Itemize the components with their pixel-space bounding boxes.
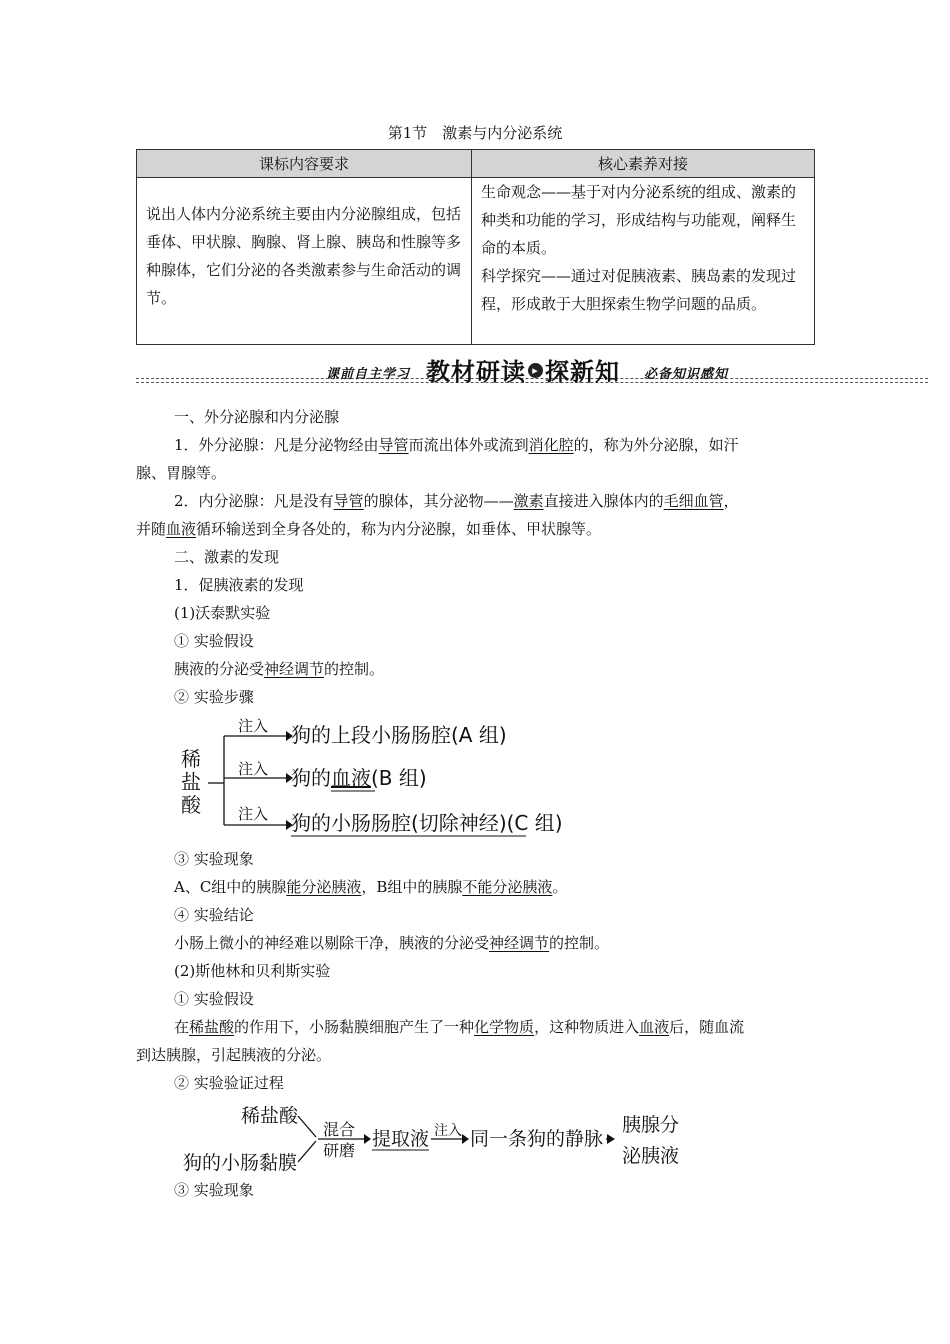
diagram-source-char: 稀 — [181, 747, 201, 771]
label-hypothesis: ① 实验假设 — [174, 632, 254, 650]
banner-left-label: 课前自主学习 — [326, 367, 411, 382]
target-vein-label: 同一条狗的静脉 — [470, 1128, 604, 1150]
label-phenomenon-2: ③ 实验现象 — [174, 1181, 254, 1199]
label-hypothesis-2: ① 实验假设 — [174, 990, 254, 1008]
section-heading-glands: 一、外分泌腺和内分泌腺 — [174, 408, 340, 426]
result-line2: 泌胰液 — [622, 1145, 680, 1167]
label-verification: ② 实验验证过程 — [174, 1074, 284, 1092]
literacy-science-inquiry: 科学探究——通过对促胰液素、胰岛素的发现过程，形成敢于大胆探索生物学问题的品质。 — [481, 267, 797, 313]
mix-label: 混合 — [323, 1120, 356, 1139]
diagram-source-char: 酸 — [181, 793, 201, 817]
inject-label: 注入 — [238, 717, 269, 735]
arrow-head-icon — [607, 1134, 615, 1144]
diagram-connector — [298, 1141, 316, 1162]
text-phenomenon: A、C组中的胰腺能分泌胰液，B组中的胰腺不能分泌胰液。 — [174, 878, 568, 896]
section-heading-discovery: 二、激素的发现 — [174, 548, 280, 566]
diagram-source-char: 盐 — [181, 770, 201, 794]
table-cell-curriculum: 说出人体内分泌系统主要由内分泌腺组成，包括垂体、甲状腺、胸腺、肾上腺、胰岛和性腺等多种腺体，它们分泌的各类激素参与生命活动的调节。 — [137, 178, 472, 344]
paragraph-exocrine-cont: 腺、胃腺等。 — [136, 464, 227, 482]
label-phenomenon: ③ 实验现象 — [174, 850, 254, 868]
table-header-core-literacy: 核心素养对接 — [472, 150, 814, 178]
text-conclusion: 小肠上微小的神经难以剔除干净，胰液的分泌受神经调节的控制。 — [174, 934, 610, 952]
paragraph-endocrine-cont: 并随血液循环输送到全身各处的，称为内分泌腺，如垂体、甲状腺等。 — [136, 520, 602, 538]
paragraph-exocrine: 1．外分泌腺：凡是分泌物经由导管而流出体外或流到消化腔的，称为外分泌腺，如汗 — [174, 436, 739, 454]
group-a-label: 狗的上段小肠肠腔(A 组) — [291, 723, 507, 747]
text-hypothesis-2: 在稀盐酸的作用下，小肠黏膜细胞产生了一种化学物质，这种物质进入血液后，随血流 — [174, 1018, 745, 1036]
diagram-connector — [298, 1116, 316, 1137]
subheading-secretin: 1．促胰液素的发现 — [174, 576, 304, 594]
grind-label: 研磨 — [323, 1141, 356, 1160]
extract-label: 提取液 — [372, 1128, 430, 1150]
arrow-head-icon — [462, 1134, 469, 1144]
subheading-starling-bayliss: (2)斯他林和贝利斯实验 — [174, 962, 331, 980]
input-mucosa: 狗的小肠黏膜 — [183, 1152, 298, 1174]
banner-title-part1: 教材研读 — [426, 357, 526, 386]
play-icon: ▸ — [528, 363, 543, 378]
paragraph-endocrine: 2．内分泌腺：凡是没有导管的腺体，其分泌物——激素直接进入腺体内的毛细血管， — [174, 492, 739, 510]
arrow-head-icon — [364, 1134, 371, 1144]
result-line1: 胰腺分 — [622, 1114, 680, 1136]
table-header-curriculum: 课标内容要求 — [137, 150, 472, 178]
inject-label: 注入 — [434, 1123, 462, 1139]
group-c-label: 狗的小肠肠腔(切除神经)(C 组) — [291, 811, 563, 835]
text-hypothesis-2-cont: 到达胰腺，引起胰液的分泌。 — [136, 1046, 332, 1064]
label-conclusion: ④ 实验结论 — [174, 906, 254, 924]
banner-right-label: 必备知识感知 — [644, 367, 729, 382]
subheading-wertheimer: (1)沃泰默实验 — [174, 604, 271, 622]
banner-title-part2: 探新知 — [545, 357, 620, 386]
literacy-life-concept: 生命观念——基于对内分泌系统的组成、激素的种类和功能的学习，形成结构与功能观，阐释生命的本质。 — [481, 183, 797, 257]
inject-label: 注入 — [238, 760, 269, 778]
text-hypothesis: 胰液的分泌受神经调节的控制。 — [174, 660, 385, 678]
input-hcl: 稀盐酸 — [241, 1105, 299, 1127]
inject-label: 注入 — [238, 805, 269, 823]
page-title: 第1节 激素与内分泌系统 — [387, 124, 563, 142]
label-steps: ② 实验步骤 — [174, 688, 254, 706]
group-b-label: 狗的血液(B 组) — [291, 766, 427, 790]
